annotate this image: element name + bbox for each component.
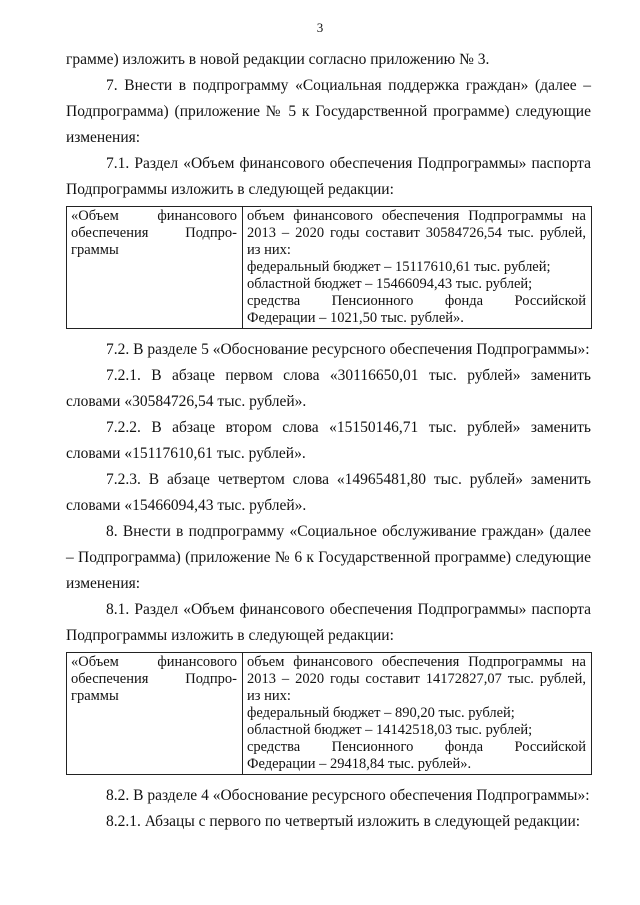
paragraph: 7.2.3. В абзаце четвертом слова «14965481,80 тыс. рублей» заменить словами «15466094,43 тыс. рублей». — [66, 471, 591, 514]
paragraph: 8. Внести в подпрограмму «Социальное обслуживание граждан» (далее – Подпрограмма) (приложение № 6 к Государственной программе) следующие изменения: — [66, 523, 591, 592]
table-value-line: Федерации – 29418,84 тыс. рублей». — [247, 756, 472, 772]
table-value-line: Федерации – 1021,50 тыс. рублей». — [247, 310, 464, 326]
paragraph: 8.2. В разделе 4 «Обоснование ресурсного обеспечения Подпрограммы»: — [106, 787, 590, 804]
table-value-line: средства Пенсионного фонда Российской — [247, 739, 586, 755]
table-value-line: из них: — [247, 688, 291, 704]
table-value-line: объем финансового обеспечения Подпрограммы на — [247, 208, 586, 224]
table-label-line: «Объем финансового — [71, 654, 237, 670]
financing-table-2 — [66, 652, 592, 775]
paragraph: 7.2.1. В абзаце первом слова «30116650,01 тыс. рублей» заменить словами «30584726,54 тыс. рублей». — [66, 367, 591, 410]
table-value-line: федеральный бюджет – 890,20 тыс. рублей; — [247, 705, 515, 721]
table-value-cell — [243, 653, 592, 775]
document-body — [66, 47, 591, 835]
table-value-line: областной бюджет – 15466094,43 тыс. рублей; — [247, 276, 533, 292]
paragraph: 7.2.2. В абзаце втором слова «15150146,71 тыс. рублей» заменить словами «15117610,61 тыс. рублей». — [66, 419, 591, 462]
table-value-line: 2013 – 2020 годы составит 30584726,54 тыс. рублей, — [247, 225, 586, 241]
financing-table-1 — [66, 206, 592, 329]
table-label-line: «Объем финансового — [71, 208, 237, 224]
page-number: 3 — [316, 20, 324, 35]
table-label-line: граммы — [71, 688, 119, 704]
table-value-cell — [243, 207, 592, 329]
paragraph: 7.2. В разделе 5 «Обоснование ресурсного обеспечения Подпрограммы»: — [106, 341, 590, 358]
table-label-line: обеспечения Подпро- — [71, 225, 237, 241]
paragraph: 7.1. Раздел «Объем финансового обеспечения Подпрограммы» паспорта Подпрограммы изложить в следующей редакции: — [66, 155, 591, 198]
paragraph: 7. Внести в подпрограмму «Социальная поддержка граждан» (далее – Подпрограмма) (приложение № 5 к Государственной программе) следующие изменения: — [66, 77, 591, 146]
table-value-line: объем финансового обеспечения Подпрограммы на — [247, 654, 586, 670]
table-label-line: обеспечения Подпро- — [71, 671, 237, 687]
table-label-line: граммы — [71, 242, 119, 258]
table-value-line: областной бюджет – 14142518,03 тыс. рублей; — [247, 722, 533, 738]
table-value-line: из них: — [247, 242, 291, 258]
table-label-cell — [67, 653, 243, 775]
table-value-line: федеральный бюджет – 15117610,61 тыс. рублей; — [247, 259, 551, 275]
table-value-line: 2013 – 2020 годы составит 14172827,07 тыс. рублей, — [247, 671, 586, 687]
paragraph: 8.2.1. Абзацы с первого по четвертый изложить в следующей редакции: — [106, 813, 581, 830]
paragraph: 8.1. Раздел «Объем финансового обеспечения Подпрограммы» паспорта Подпрограммы изложить в следующей редакции: — [66, 601, 591, 644]
paragraph: грамме) изложить в новой редакции согласно приложению № 3. — [66, 51, 490, 68]
table-label-cell — [67, 207, 243, 329]
table-value-line: средства Пенсионного фонда Российской — [247, 293, 586, 309]
